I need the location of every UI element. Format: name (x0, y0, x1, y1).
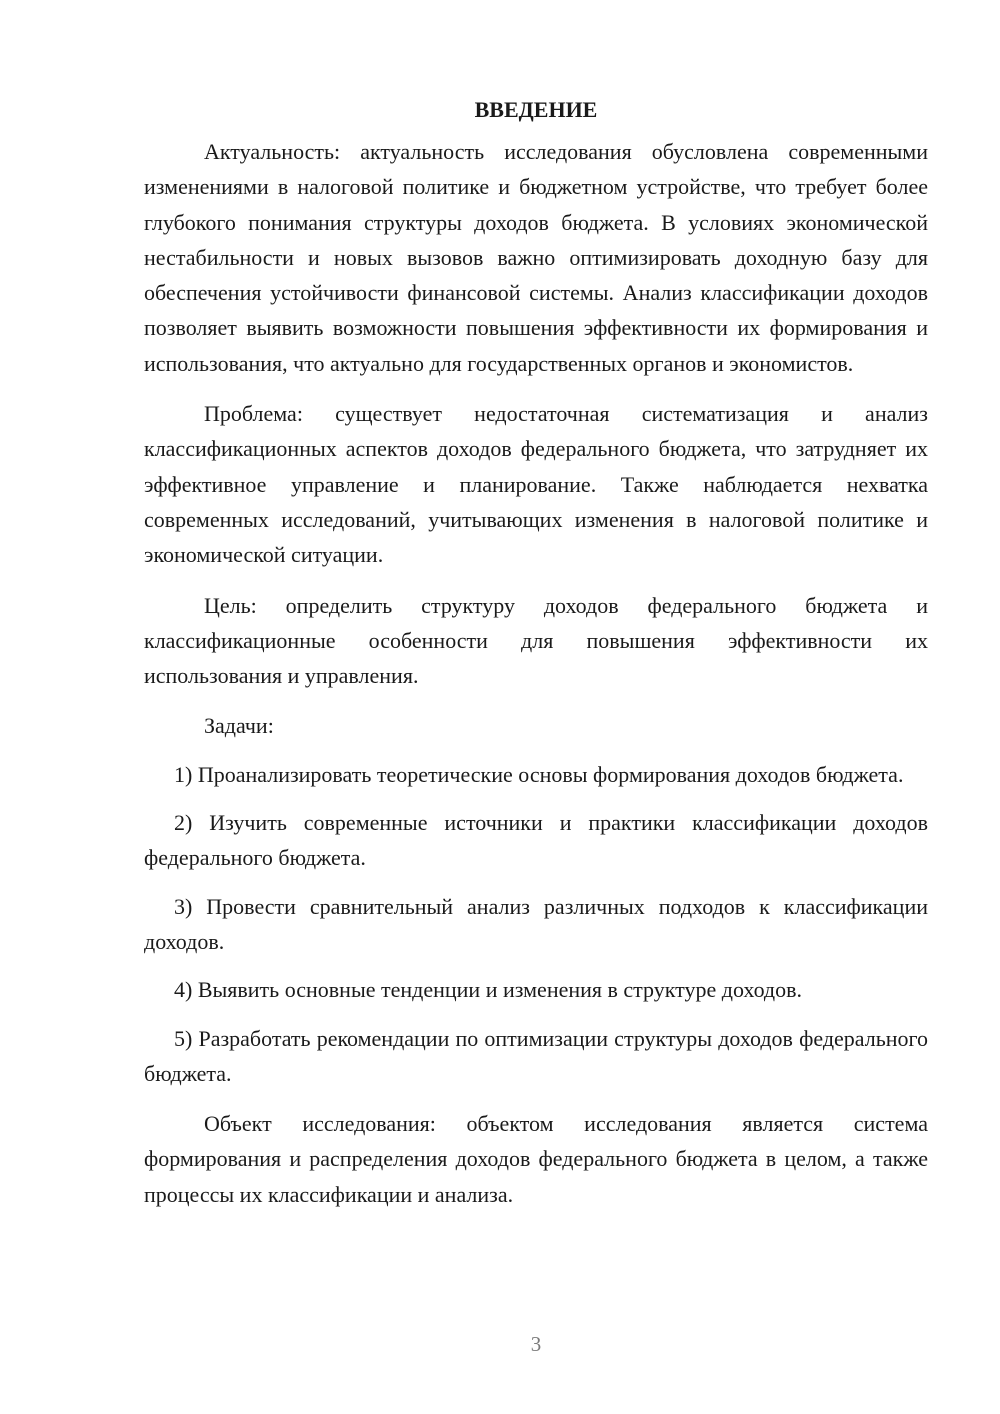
task-item: 5) Разработать рекомендации по оптимизации структуры доходов федерального бюджета. (144, 1025, 928, 1086)
page-number: 3 (530, 1332, 542, 1356)
goal-paragraph: Цель: определить структуру доходов федерального бюджета и классификационные особенности для повышения эффективности их использования и управления. (144, 592, 928, 689)
section-title: ВВЕДЕНИЕ (474, 97, 598, 122)
task-item: 4) Выявить основные тенденции и изменения в структуре доходов. (174, 977, 803, 1003)
object-paragraph: Объект исследования: объектом исследования является система формирования и распределения доходов федерального бюджета в целом, а также процессы их классификации и анализа. (144, 1111, 928, 1207)
relevance-paragraph: Актуальность: актуальность исследования обусловлена современными изменениями в налоговой политике и бюджетном устройстве, что требует более глубокого понимания структуры доходов бюджета. В условиях экономической нестабильности и новых вызовов важно оптимизировать доходную базу для обеспечения устойчивости финансовой системы. Анализ классификации доходов позволяет выявить возможности повышения эффективности их формирования и использования, что актуально для государственных органов и экономистов. (144, 139, 928, 376)
document-page (144, 92, 928, 1212)
task-item: 3) Провести сравнительный анализ различных подходов к классификации доходов. (144, 893, 928, 954)
problem-paragraph: Проблема: существует недостаточная систематизация и анализ классификационных аспектов доходов федерального бюджета, что затрудняет их эффективное управление и планирование. Также наблюдается нехватка современных исследований, учитывающих изменения в налоговой политике и экономической ситуации. (144, 401, 928, 568)
task-item: 1) Проанализировать теоретические основы формирования доходов бюджета. (174, 761, 904, 787)
tasks-heading: Задачи: (204, 713, 274, 739)
task-item: 2) Изучить современные источники и практики классификации доходов федерального бюджета. (144, 810, 928, 871)
